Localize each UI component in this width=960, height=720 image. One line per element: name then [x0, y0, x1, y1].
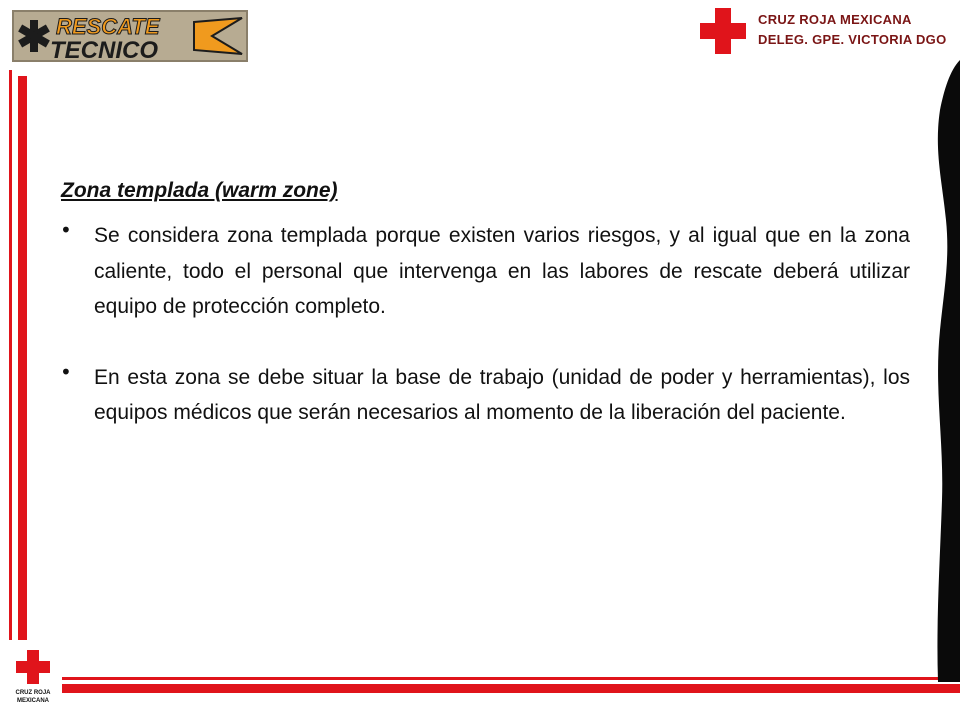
slide-title: Zona templada (warm zone): [61, 179, 338, 202]
left-accent-bar-thin: [9, 70, 12, 640]
org-name: CRUZ ROJA MEXICANA: [758, 12, 912, 27]
bullet-dot-icon: •: [60, 218, 72, 242]
bullet-list: [60, 218, 910, 431]
rescate-tecnico-logo: [12, 10, 248, 62]
bullet-item: [60, 360, 910, 431]
bottom-accent-bar-thick: [62, 684, 960, 693]
bullet-dot-icon: •: [60, 359, 72, 384]
right-silhouette-decoration: [910, 60, 960, 682]
bullet-text: Se considera zona templada porque existen varios riesgos, y al igual que en la zona caliente, todo el personal que intervenga en las labores de rescate deberá utilizar equipo de protección completo.: [94, 224, 910, 318]
bottom-accent-bar-thin: [62, 677, 960, 680]
logo-text-rescate: RESCATE: [56, 14, 160, 39]
footer-logo-line2: MEXICANA: [16, 698, 49, 704]
logo-text-tecnico: TECNICO: [50, 37, 158, 62]
red-cross-icon: [700, 8, 746, 54]
cruz-roja-footer-logo: [10, 648, 56, 714]
red-cross-icon: [16, 650, 50, 684]
org-delegation: DELEG. GPE. VICTORIA DGO: [758, 32, 947, 47]
bullet-item: [60, 218, 910, 325]
left-accent-bar-thick: [18, 76, 27, 640]
cruz-roja-header-logo: [696, 4, 946, 54]
footer-logo-line1: CRUZ ROJA: [15, 690, 51, 696]
bullet-text: En esta zona se debe situar la base de trabajo (unidad de poder y herramientas), los equipos médicos que serán necesarios al momento de la liberación del paciente.: [94, 365, 910, 424]
